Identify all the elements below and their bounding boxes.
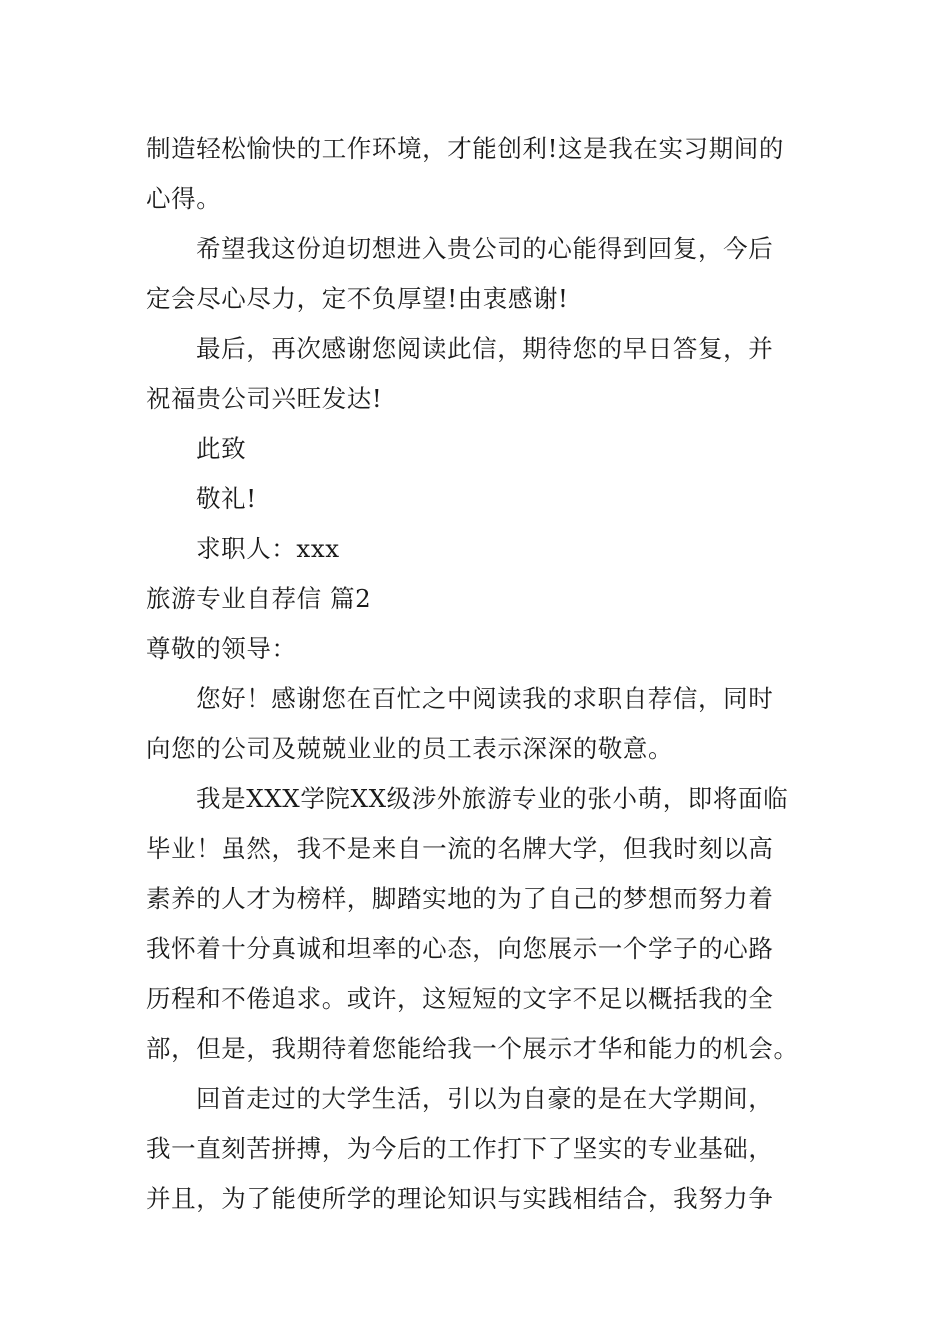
body-text-line: 部，但是，我期待着您能给我一个展示才华和能力的机会。 (146, 1034, 799, 1063)
paragraph-first-line: 希望我这份迫切想进入贵公司的心能得到回复，今后 (196, 234, 774, 263)
body-text-line: 定会尽心尽力，定不负厚望!由衷感谢! (146, 284, 569, 313)
body-text-line: 历程和不倦追求。或许，这短短的文字不足以概括我的全 (146, 984, 774, 1013)
body-text-line: 心得。 (146, 184, 222, 213)
paragraph-first-line: 您好！感谢您在百忙之中阅读我的求职自荐信，同时 (196, 684, 774, 713)
section-title: 旅游专业自荐信 篇2 (146, 584, 372, 613)
body-text-line: 我一直刻苦拼搏，为今后的工作打下了坚实的专业基础， (146, 1134, 774, 1163)
paragraph-first-line: 回首走过的大学生活，引以为自豪的是在大学期间， (196, 1084, 774, 1113)
closing-salutation: 此致 (196, 434, 247, 463)
body-text-line: 我怀着十分真诚和坦率的心态，向您展示一个学子的心路 (146, 934, 774, 963)
body-text-line: 并且，为了能使所学的理论知识与实践相结合，我努力争 (146, 1184, 774, 1213)
closing-regards: 敬礼! (196, 484, 257, 513)
greeting-line: 尊敬的领导： (146, 634, 297, 663)
body-text-line: 祝福贵公司兴旺发达! (146, 384, 383, 413)
paragraph-first-line: 我是XXX学院XX级涉外旅游专业的张小萌，即将面临 (196, 784, 789, 813)
body-text-line: 向您的公司及兢兢业业的员工表示深深的敬意。 (146, 734, 674, 763)
body-text-line: 制造轻松愉快的工作环境，才能创利!这是我在实习期间的 (146, 134, 784, 163)
signature-line: 求职人：xxx (196, 534, 340, 563)
paragraph-first-line: 最后，再次感谢您阅读此信，期待您的早日答复，并 (196, 334, 774, 363)
body-text-line: 素养的人才为榜样，脚踏实地的为了自己的梦想而努力着 (146, 884, 774, 913)
body-text-line: 毕业！虽然，我不是来自一流的名牌大学，但我时刻以高 (146, 834, 774, 863)
